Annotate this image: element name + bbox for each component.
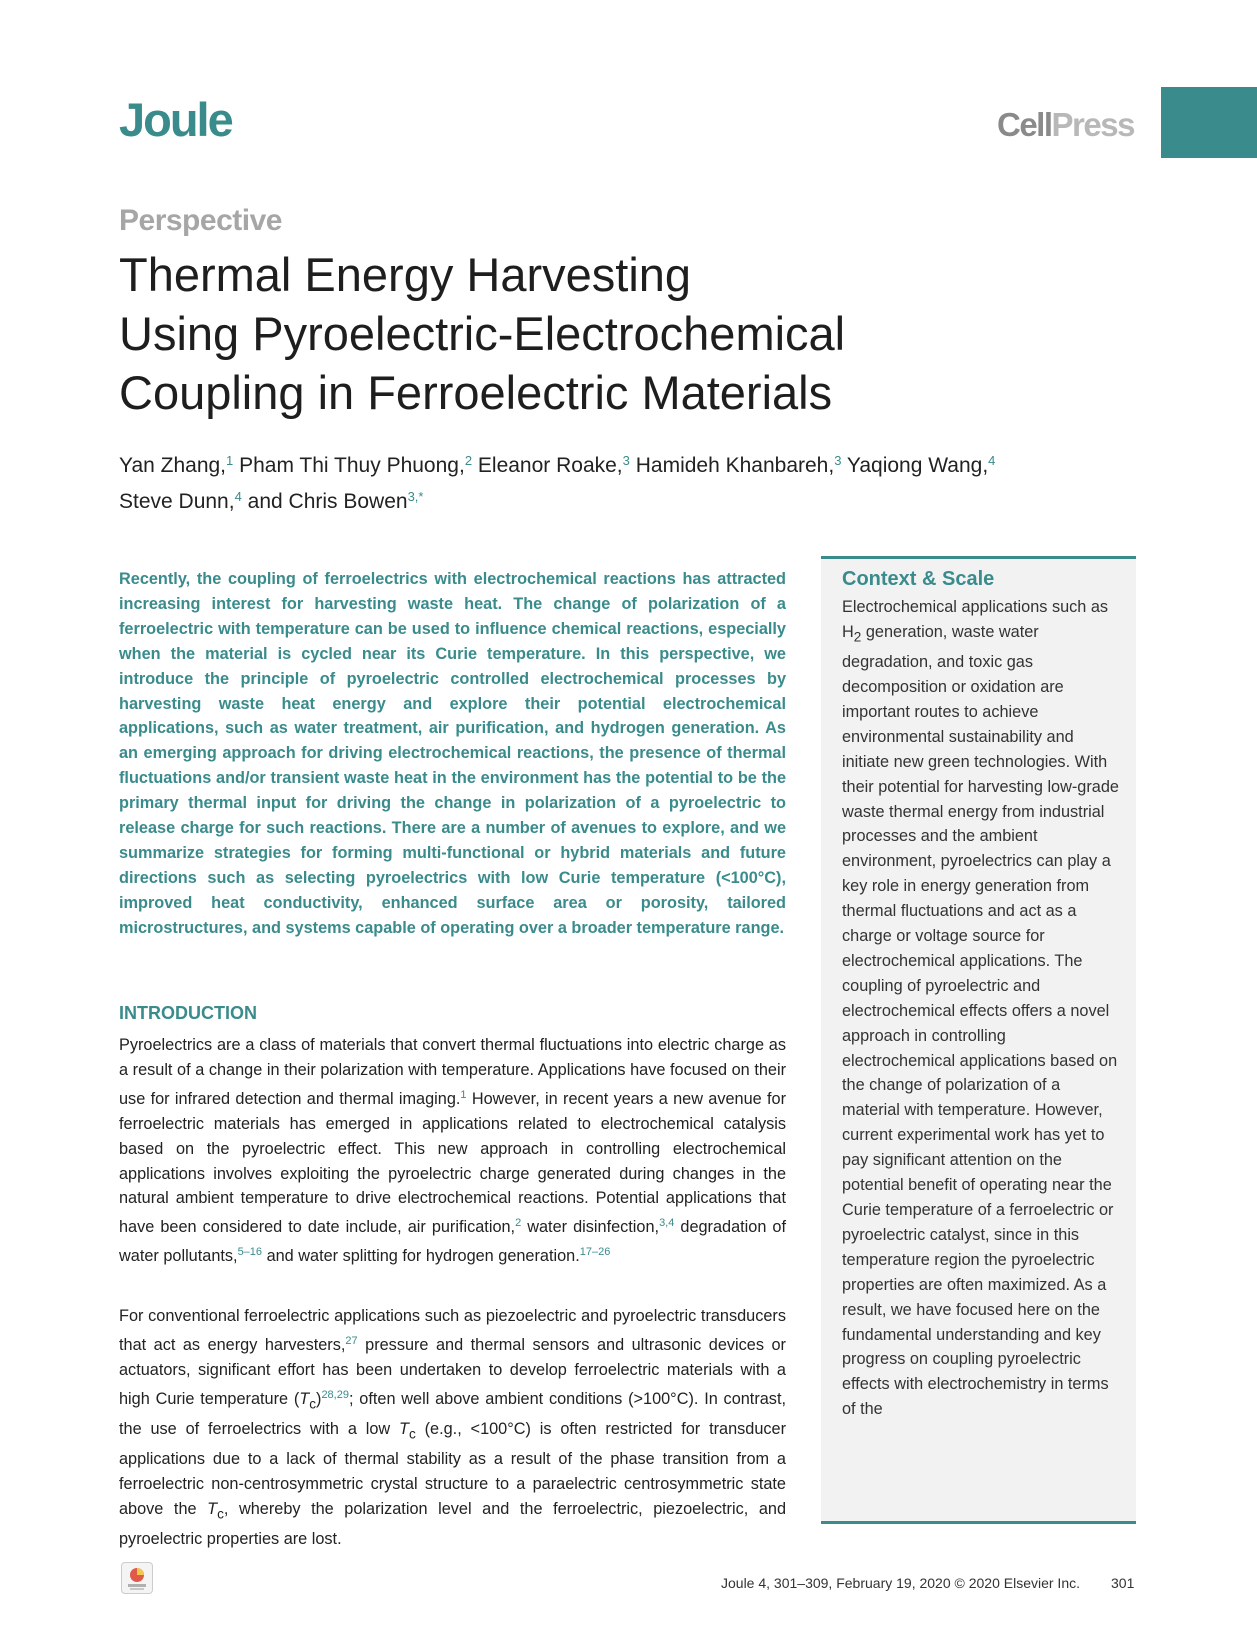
symbol-tc-subscript: c [408,1426,416,1442]
author-name[interactable]: Eleanor Roake, [477,454,623,477]
citation-link[interactable]: 28,29 [321,1388,349,1401]
author-name[interactable]: Hamideh Khanbareh, [635,454,835,477]
citation-link[interactable]: 27 [345,1334,358,1347]
affiliation-marker[interactable]: 3 [834,453,842,468]
context-text-part: generation, waste water degradation, and toxic gas decomposition or oxidation are important routes to achieve environmental sustainability and initiate new green technologies. With their potential for harvesting low-grade waste thermal energy from industrial processes and the ambient environment, pyroelectrics can play a key role in energy generation from thermal fluctuations and act as a charge or voltage source for electrochemical applications. The coupling of pyroelectric and electrochemical effects offers a novel approach in controlling electrochemical applications based on the change of polarization of a material with temperature. However, current experimental work has yet to pay significant attention on the potential benefit of operating near the Curie temperature of a ferroelectric or pyroelectric catalyst, since in this temperature region the pyroelectric properties are often maximized. As a result, we have focused here on the fundamental understanding and key progress on coupling pyroelectric effects with electrochemistry in terms of the [842,622,1119,1419]
context-scale-heading: Context & Scale [842,568,995,590]
paragraph-text: (e.g., <100°C) is often restricted for transducer applications due to a lack of thermal stability as a result of the phase transition from a ferroelectric non-centrosymmetric crystal structure to a paraelectric centrosymmetric state above the [119,1419,786,1518]
section-heading-introduction: INTRODUCTION [119,1003,257,1023]
paragraph-text: ) [316,1389,322,1408]
author-name[interactable]: Pham Thi Thuy Phuong, [239,454,465,477]
affiliation-marker[interactable]: 4 [988,453,996,468]
journal-logo[interactable]: Joule [119,93,232,146]
affiliation-marker[interactable]: 3,* [407,489,424,504]
check-for-updates-graphic [122,1563,152,1593]
affiliation-marker[interactable]: 1 [226,453,234,468]
symbol-tc-subscript: c [217,1506,224,1522]
author-name[interactable]: Steve Dunn, [119,490,235,513]
affiliation-marker[interactable]: 3 [622,453,630,468]
body-paragraph [119,1304,786,1552]
body-paragraph [119,1033,786,1269]
article-title [119,245,999,422]
citation-link[interactable]: 2 [515,1217,522,1230]
context-text-part: Electrochemical applications such as H [842,598,1109,641]
context-scale-text [842,595,1120,1422]
paragraph-text: For conventional ferroelectric applications such as piezoelectric and pyroelectric transducers that act as energy harvesters, [119,1307,786,1354]
abstract: Recently, the coupling of ferroelectrics with electrochemical reactions has attracted increasing interest for harvesting waste heat. The change of polarization of a ferroelectric with temperature can be used to influence chemical reactions, especially when the material is cycled near its Curie temperature. In this perspective, we introduce the principle of pyroelectric controlled electrochemical processes by harvesting waste heat energy and explore their potential electrochemical applications, such as water treatment, air purification, and hydrogen generation. As an emerging approach for driving electrochemical reactions, the presence of thermal fluctuations and/or transient waste heat in the environment has the potential to be the primary thermal input for driving the change in polarization of a pyroelectric to release charge for such reactions. There are a number of avenues to explore, and we summarize strategies for forming multi-functional or hybrid materials and future directions such as selecting pyroelectrics with low Curie temperature (<100°C), improved heat conductivity, enhanced surface area or porosity, tailored microstructures, and systems capable of operating over a broader temperature range. [119,570,786,937]
subscript: 2 [853,629,862,645]
author-name[interactable]: Yaqiong Wang, [846,454,989,477]
author-name[interactable]: Yan Zhang, [119,454,227,477]
paragraph-text: Pyroelectrics are a class of materials that convert thermal fluctuations into electric charge as a result of a change in their polarization with temperature. Applications have focused on their use for infrared detection and thermal imaging. [119,1036,786,1108]
paragraph-text: ; often well above ambient conditions (>100°C). In contrast, the use of ferroelectrics with a low [119,1389,786,1438]
affiliation-marker[interactable]: 4 [234,489,242,504]
symbol-tc: T [399,1419,409,1438]
paragraph-text: , whereby the polarization level and the ferroelectric, piezoelectric, and pyroelectric properties are lost. [119,1499,786,1548]
symbol-tc-subscript: c [309,1395,317,1411]
page-number: 301 [1111,1575,1135,1591]
article-type: Perspective [119,204,282,237]
title-line-3: Coupling in Ferroelectric Materials [119,366,833,419]
publisher-logo[interactable] [997,108,1134,141]
footer-citation: Joule 4, 301–309, February 19, 2020 © 2020 Elsevier Inc. [721,1575,1080,1591]
citation-link[interactable]: 1 [460,1088,467,1101]
paragraph-text: pressure and thermal sensors and ultrasonic devices or actuators, significant effort has been undertaken to develop ferroelectric materials with a high Curie temperature ( [119,1335,786,1408]
publisher-logo-bold: Cell [997,106,1052,143]
citation-link[interactable]: 3,4 [659,1217,675,1230]
title-line-1: Thermal Energy Harvesting [119,248,692,301]
paragraph-text: degradation of water pollutants, [119,1218,786,1266]
author-name[interactable]: and Chris Bowen [247,490,408,513]
affiliation-marker[interactable]: 2 [464,453,473,468]
symbol-tc: T [207,1499,218,1518]
paragraph-text: water disinfection, [521,1218,660,1237]
citation-link[interactable]: 17–26 [579,1246,611,1259]
paragraph-text: and water splitting for hydrogen generation. [262,1247,580,1266]
citation-link[interactable]: 5–16 [237,1246,263,1259]
symbol-tc: T [299,1389,310,1408]
publisher-logo-light: Press [1051,106,1134,143]
corner-tab [1161,87,1257,158]
author-list [119,445,1079,517]
title-line-2: Using Pyroelectric-Electrochemical [119,307,846,360]
paragraph-text: However, in recent years a new avenue for ferroelectric materials has emerged in applications related to electrochemical catalysis based on the pyroelectric effect. This new approach in controlling electrochemical applications involves exploiting the pyroelectric charge generated during changes in the natural ambient temperature to drive electrochemical reactions. Potential applications that have been considered to date include, air purification, [119,1089,786,1237]
check-for-updates-icon[interactable] [121,1562,153,1594]
